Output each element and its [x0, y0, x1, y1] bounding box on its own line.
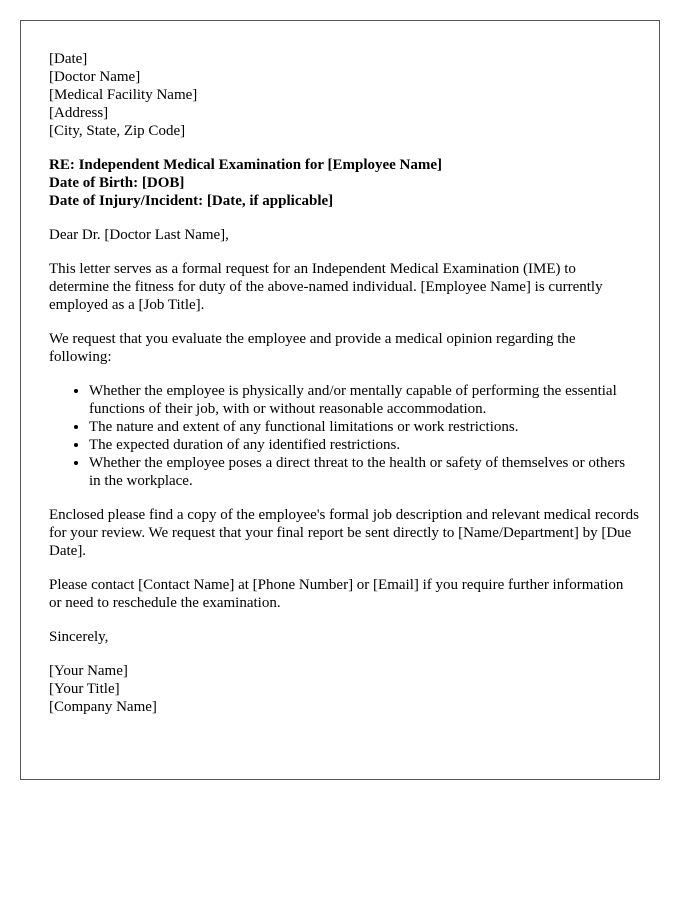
date-line: [Date] [49, 51, 88, 67]
evaluation-list [49, 382, 639, 490]
list-item: • The nature and extent of any functional limitations or work restrictions. [89, 418, 639, 436]
subject-dob-line: Date of Birth: [DOB] [49, 175, 185, 191]
closing: Sincerely, [49, 629, 109, 645]
signature-name: [Your Name] [49, 663, 128, 679]
subject-injury-line: Date of Injury/Incident: [Date, if applicable] [49, 193, 334, 209]
contact-paragraph: Please contact [Contact Name] at [Phone Number] or [Email] if you require further information or need to reschedule the examination. [49, 577, 624, 611]
facility-line: [Medical Facility Name] [49, 87, 198, 103]
intro-paragraph: This letter serves as a formal request for an Independent Medical Examination (IME) to determine the fitness for duty of the above-named individual. [Employee Name] is currently employed as a [Job Title]. [49, 261, 603, 313]
address-line: [Address] [49, 105, 109, 121]
signature-block [49, 662, 639, 716]
signature-company: [Company Name] [49, 699, 157, 715]
salutation: Dear Dr. [Doctor Last Name], [49, 227, 229, 243]
enclosed-paragraph: Enclosed please find a copy of the employee's formal job description and relevant medical records for your review. We request that your final report be sent directly to [Name/Department] by [Due Date]. [49, 507, 639, 559]
recipient-block [49, 50, 639, 140]
subject-re-line: RE: Independent Medical Examination for [Employee Name] [49, 157, 443, 173]
list-item: • The expected duration of any identified restrictions. [89, 436, 639, 454]
city-state-zip-line: [City, State, Zip Code] [49, 123, 186, 139]
letter-body [49, 50, 639, 732]
request-paragraph: We request that you evaluate the employee and provide a medical opinion regarding the following: [49, 331, 576, 365]
list-item: • Whether the employee poses a direct threat to the health or safety of themselves or others in the workplace. [89, 454, 639, 490]
list-item: • Whether the employee is physically and/or mentally capable of performing the essential functions of their job, with or without reasonable accommodation. [89, 382, 639, 418]
signature-title: [Your Title] [49, 681, 120, 697]
letter-page [20, 20, 660, 780]
subject-block [49, 156, 639, 210]
doctor-name-line: [Doctor Name] [49, 69, 141, 85]
